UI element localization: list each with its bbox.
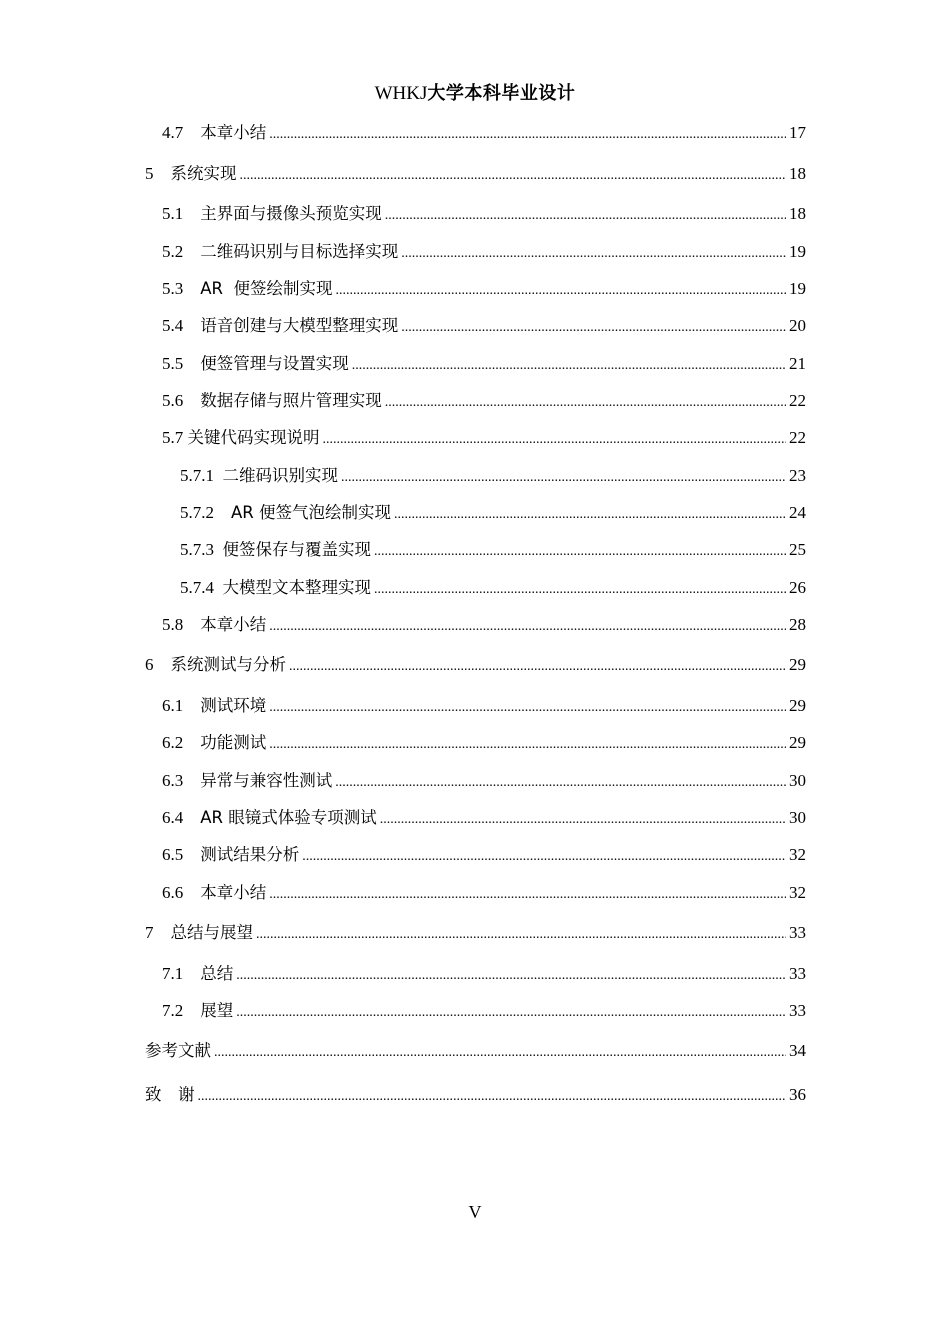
toc-entry[interactable] [162,770,806,792]
toc-entry-number: 4.7 [162,123,201,142]
toc-entry-page: 18 [789,204,806,223]
page-number: V [468,1202,482,1222]
toc-entry-title: 测试结果分析 [200,845,300,864]
toc-leader-dots [341,467,786,489]
toc-entry-page: 20 [789,316,806,335]
toc-leader-dots [401,317,786,339]
toc-leader-dots [401,243,786,265]
toc-entry-title: 系统实现 [170,164,237,183]
toc-entry[interactable] [162,732,806,754]
toc-entry-page: 30 [789,771,806,790]
toc-entry-page: 36 [789,1085,806,1104]
toc-entry-title: 致 谢 [145,1085,195,1104]
toc-entry[interactable] [145,654,806,676]
toc-entry-page: 25 [789,540,806,559]
toc-entry-number: 7 [145,923,171,942]
toc-entry-title: 参考文献 [145,1041,211,1060]
toc-leader-dots [289,656,786,678]
toc-entry-page: 29 [789,655,806,674]
toc-entry-title: 总结与展望 [170,923,253,942]
toc-entry-title: 关键代码实现说明 [187,428,320,447]
toc-entry[interactable] [145,1084,806,1106]
toc-entry-number: 5.5 [162,354,201,373]
toc-entry-number: 5.4 [162,316,201,335]
toc-leader-dots [269,734,786,756]
toc-entry-page: 29 [789,733,806,752]
toc-entry-number: 5.7 [162,428,188,447]
toc-entry-title: AR 便签气泡绘制实现 [231,503,391,522]
toc-entry-number: 5.7.2 [180,503,231,522]
toc-entry-title: AR 眼镜式体验专项测试 [200,808,377,827]
toc-entry-number: 6.6 [162,883,201,902]
toc-entry-title: 二维码识别实现 [222,466,338,485]
toc-entry-title: 总结 [200,964,234,983]
toc-entry[interactable] [145,1040,806,1062]
toc-entry-number: 5 [145,164,171,183]
toc-leader-dots [374,579,786,601]
toc-entry-number: 5.8 [162,615,201,634]
toc-entry[interactable] [162,807,806,829]
toc-entry[interactable] [162,241,806,263]
toc-entry-page: 32 [789,845,806,864]
toc-leader-dots [380,809,786,831]
toc-entry-number: 6 [145,655,171,674]
toc-leader-dots [236,1002,786,1024]
toc-entry-title: 功能测试 [200,733,267,752]
toc-entry-page: 24 [789,503,806,522]
toc-entry[interactable] [162,695,806,717]
toc-leader-dots [269,616,786,638]
toc-leader-dots [236,965,786,987]
toc-entry-page: 22 [789,391,806,410]
toc-entry-title: AR 便签绘制实现 [200,279,333,298]
toc-leader-dots [269,124,786,146]
toc-leader-dots [256,924,786,946]
toc-entry-title: 展望 [200,1001,234,1020]
toc-entry-number: 6.5 [162,845,201,864]
toc-entry[interactable] [180,465,806,487]
toc-entry-title: 数据存储与照片管理实现 [200,391,382,410]
toc-entry-title: 二维码识别与目标选择实现 [200,242,399,261]
toc-leader-dots [323,429,787,451]
toc-entry-page: 26 [789,578,806,597]
toc-entry-title: 测试环境 [200,696,267,715]
toc-entry-number: 7.1 [162,964,201,983]
toc-entry-page: 33 [789,1001,806,1020]
toc-entry-title: 大模型文本整理实现 [222,578,371,597]
toc-entry-page: 28 [789,615,806,634]
toc-entry[interactable] [180,577,806,599]
toc-entry[interactable] [162,614,806,636]
toc-entry[interactable] [145,922,806,944]
toc-entry[interactable] [162,315,806,337]
toc-entry-number: 5.3 [162,279,201,298]
toc-entry-number: 5.7.4 [180,578,223,597]
toc-entry[interactable] [162,122,806,144]
toc-entry-title: 主界面与摄像头预览实现 [200,204,382,223]
toc-entry-title: 异常与兼容性测试 [200,771,333,790]
toc-entry-page: 19 [789,242,806,261]
toc-entry-title: 语音创建与大模型整理实现 [200,316,399,335]
toc-entry-page: 23 [789,466,806,485]
toc-entry[interactable] [162,353,806,375]
toc-entry[interactable] [162,963,806,985]
toc-entry-number: 5.7.3 [180,540,223,559]
toc-entry-page: 30 [789,808,806,827]
toc-entry-page: 19 [789,279,806,298]
toc-entry[interactable] [162,1000,806,1022]
toc-entry-title: 本章小结 [200,615,267,634]
toc-leader-dots [269,884,786,906]
toc-leader-dots [374,541,786,563]
toc-entry-number: 6.3 [162,771,201,790]
toc-leader-dots [336,280,787,302]
toc-entry[interactable] [162,390,806,412]
toc-leader-dots [394,504,786,526]
header-title: 大学本科毕业设计 [427,83,576,104]
toc-entry-page: 18 [789,164,806,183]
toc-entry-number: 5.6 [162,391,201,410]
toc-leader-dots [302,846,786,868]
toc-entry[interactable] [145,163,806,185]
toc-entry-page: 34 [789,1041,806,1060]
toc-entry-page: 33 [789,964,806,983]
toc-entry-title: 便签管理与设置实现 [200,354,349,373]
toc-entry-title: 本章小结 [200,123,267,142]
toc-entry-page: 22 [789,428,806,447]
toc-entry[interactable] [180,502,806,524]
toc-entry-title: 便签保存与覆盖实现 [222,540,371,559]
toc-leader-dots [352,355,786,377]
toc-entry-title: 本章小结 [200,883,267,902]
header-university-code: WHKJ [374,83,428,104]
toc-entry-number: 6.4 [162,808,201,827]
toc-entry[interactable] [162,203,806,225]
toc-entry-number: 6.1 [162,696,201,715]
toc-entry[interactable] [180,539,806,561]
toc-entry-page: 17 [789,123,806,142]
toc-leader-dots [198,1086,787,1108]
toc-entry[interactable] [162,427,806,449]
toc-entry-page: 29 [789,696,806,715]
toc-entry-page: 32 [789,883,806,902]
toc-entry-title: 系统测试与分析 [170,655,286,674]
toc-entry[interactable] [162,882,806,904]
toc-entry[interactable] [162,278,806,300]
toc-entry-number: 5.2 [162,242,201,261]
toc-leader-dots [385,392,786,414]
toc-entry-number: 5.7.1 [180,466,223,485]
toc-entry-page: 21 [789,354,806,373]
toc-leader-dots [335,772,786,794]
toc-leader-dots [214,1042,786,1064]
toc-leader-dots [385,205,786,227]
toc-entry[interactable] [162,844,806,866]
toc-entry-number: 5.1 [162,204,201,223]
toc-leader-dots [269,697,786,719]
toc-entry-number: 7.2 [162,1001,201,1020]
toc-entry-page: 33 [789,923,806,942]
toc-entry-number: 6.2 [162,733,201,752]
toc-leader-dots [240,165,787,187]
